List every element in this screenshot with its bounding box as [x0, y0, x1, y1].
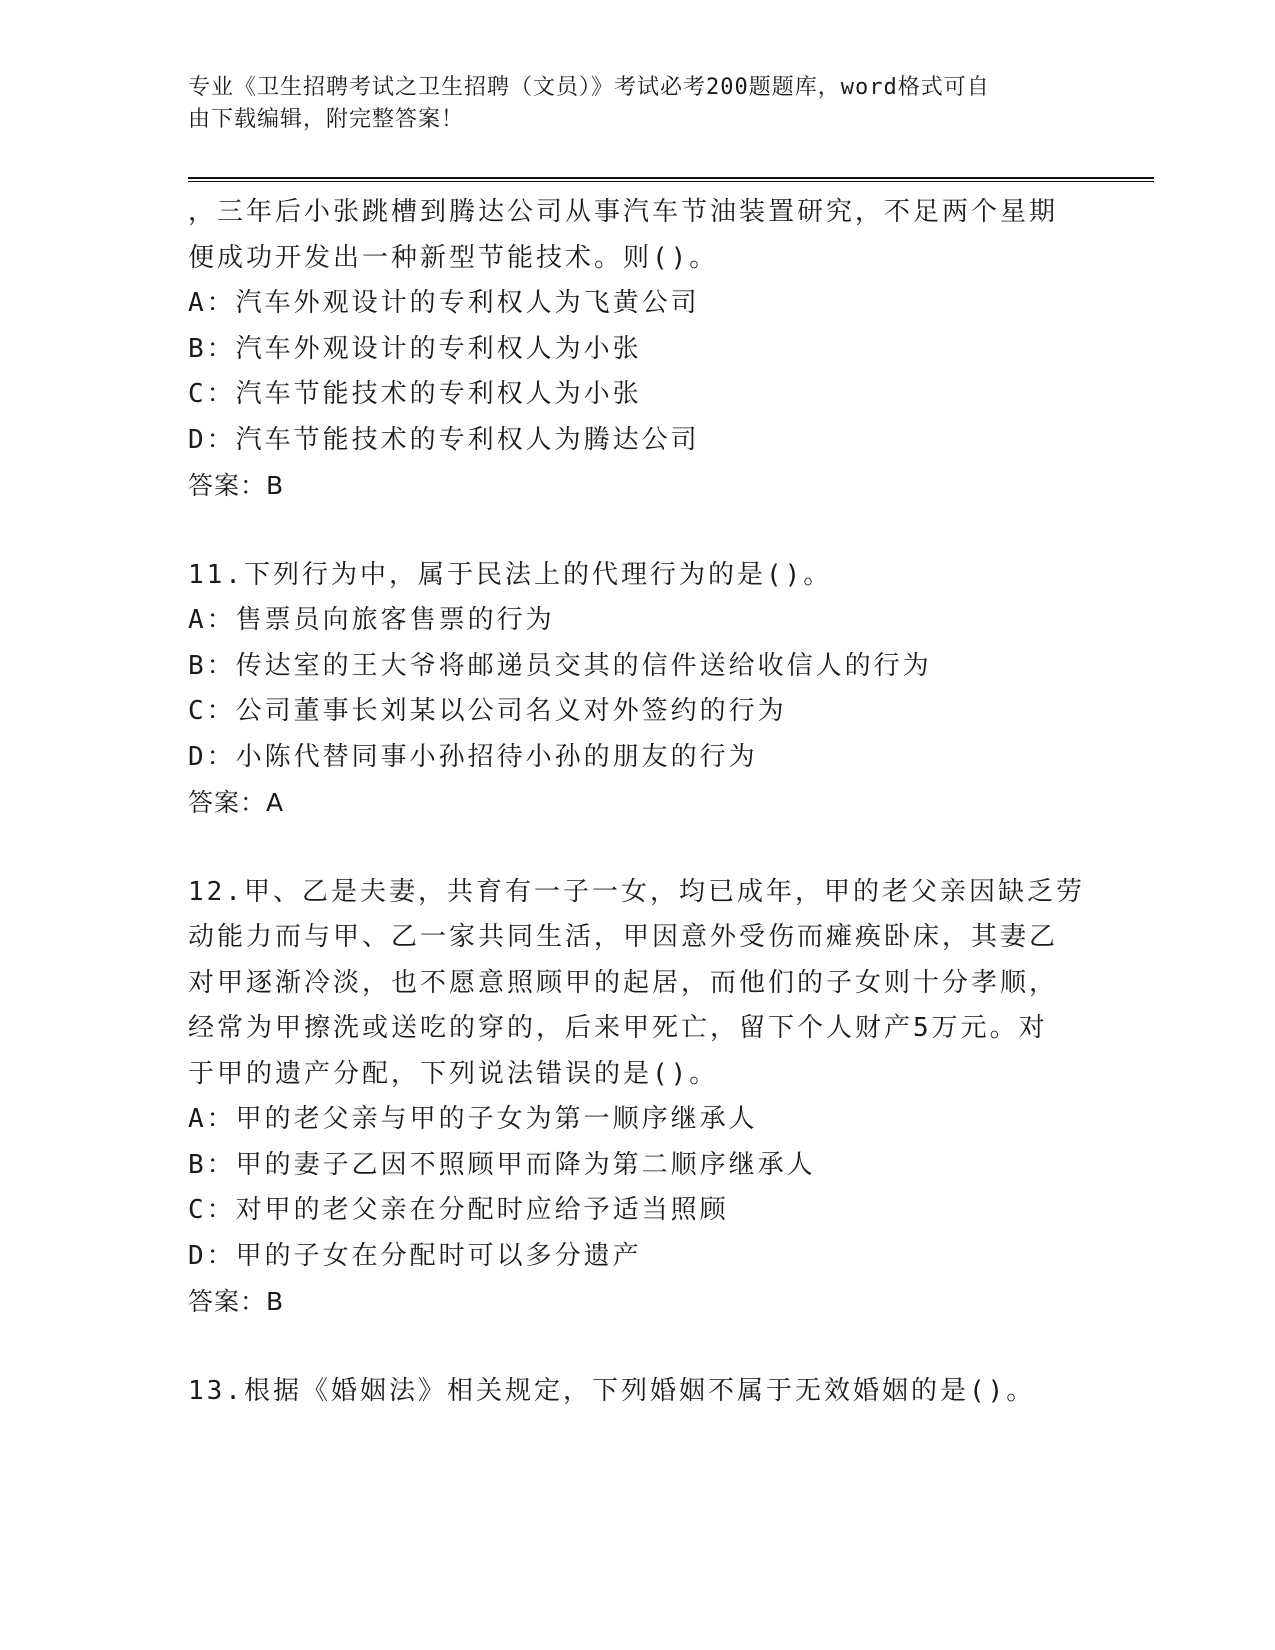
option-b: B：传达室的王大爷将邮递员交其的信件送给收信人的行为 [188, 650, 932, 681]
stem-line: 11.下列行为中，属于民法上的代理行为的是()。 [188, 559, 833, 590]
option-d: D：汽车节能技术的专利权人为腾达公司 [188, 424, 700, 455]
stem-line: ，三年后小张跳槽到腾达公司从事汽车节油装置研究，不足两个星期 [188, 197, 1059, 227]
page-header [188, 72, 1068, 136]
question-13 [188, 1369, 1088, 1415]
question-stem [188, 553, 1088, 599]
stem-line: 于甲的遗产分配，下列说法错误的是()。 [188, 1058, 719, 1089]
answer-line: 答案：B [188, 1287, 285, 1316]
stem-line: 便成功开发出一种新型节能技术。则()。 [188, 242, 719, 273]
question-stem [188, 1369, 1088, 1415]
stem-line: 动能力而与甲、乙一家共同生活，甲因意外受伤而瘫痪卧床，其妻乙 [188, 922, 1059, 952]
option-b: B：汽车外观设计的专利权人为小张 [188, 333, 642, 364]
option-d: D：小陈代替同事小孙招待小孙的朋友的行为 [188, 741, 758, 772]
option-c: C：汽车节能技术的专利权人为小张 [188, 379, 642, 409]
option-d: D：甲的子女在分配时可以多分遗产 [188, 1240, 642, 1271]
question-stem [188, 870, 1088, 1098]
option-c: C：对甲的老父亲在分配时应给予适当照顾 [188, 1195, 729, 1225]
header-line-2: 由下载编辑，附完整答案！ [188, 107, 465, 132]
option-a: A：汽车外观设计的专利权人为飞黄公司 [188, 288, 700, 318]
option-a: A：甲的老父亲与甲的子女为第一顺序继承人 [188, 1104, 758, 1134]
question-stem [188, 190, 1088, 281]
answer-line: 答案：B [188, 471, 285, 500]
stem-line: 12.甲、乙是夫妻，共育有一子一女，均已成年，甲的老父亲因缺乏劳 [188, 876, 1085, 907]
question-11 [188, 553, 1088, 826]
option-a: A：售票员向旅客售票的行为 [188, 605, 555, 635]
question-12 [188, 870, 1088, 1325]
stem-line: 13.根据《婚姻法》相关规定，下列婚姻不属于无效婚姻的是()。 [188, 1375, 1036, 1406]
stem-line: 对甲逐渐冷淡，也不愿意照顾甲的起居，而他们的子女则十分孝顺， [188, 967, 1059, 998]
question-10-continuation [188, 190, 1088, 509]
header-divider [188, 177, 1154, 182]
stem-line: 经常为甲擦洗或送吃的穿的，后来甲死亡，留下个人财产5万元。对 [188, 1013, 1048, 1043]
option-b: B：甲的妻子乙因不照顾甲而降为第二顺序继承人 [188, 1149, 816, 1180]
option-c: C：公司董事长刘某以公司名义对外签约的行为 [188, 696, 787, 726]
document-body [188, 190, 1088, 1414]
answer-line: 答案：A [188, 788, 285, 817]
header-line-1: 专业《卫生招聘考试之卫生招聘（文员）》考试必考200题题库，word格式可自 [188, 75, 990, 100]
